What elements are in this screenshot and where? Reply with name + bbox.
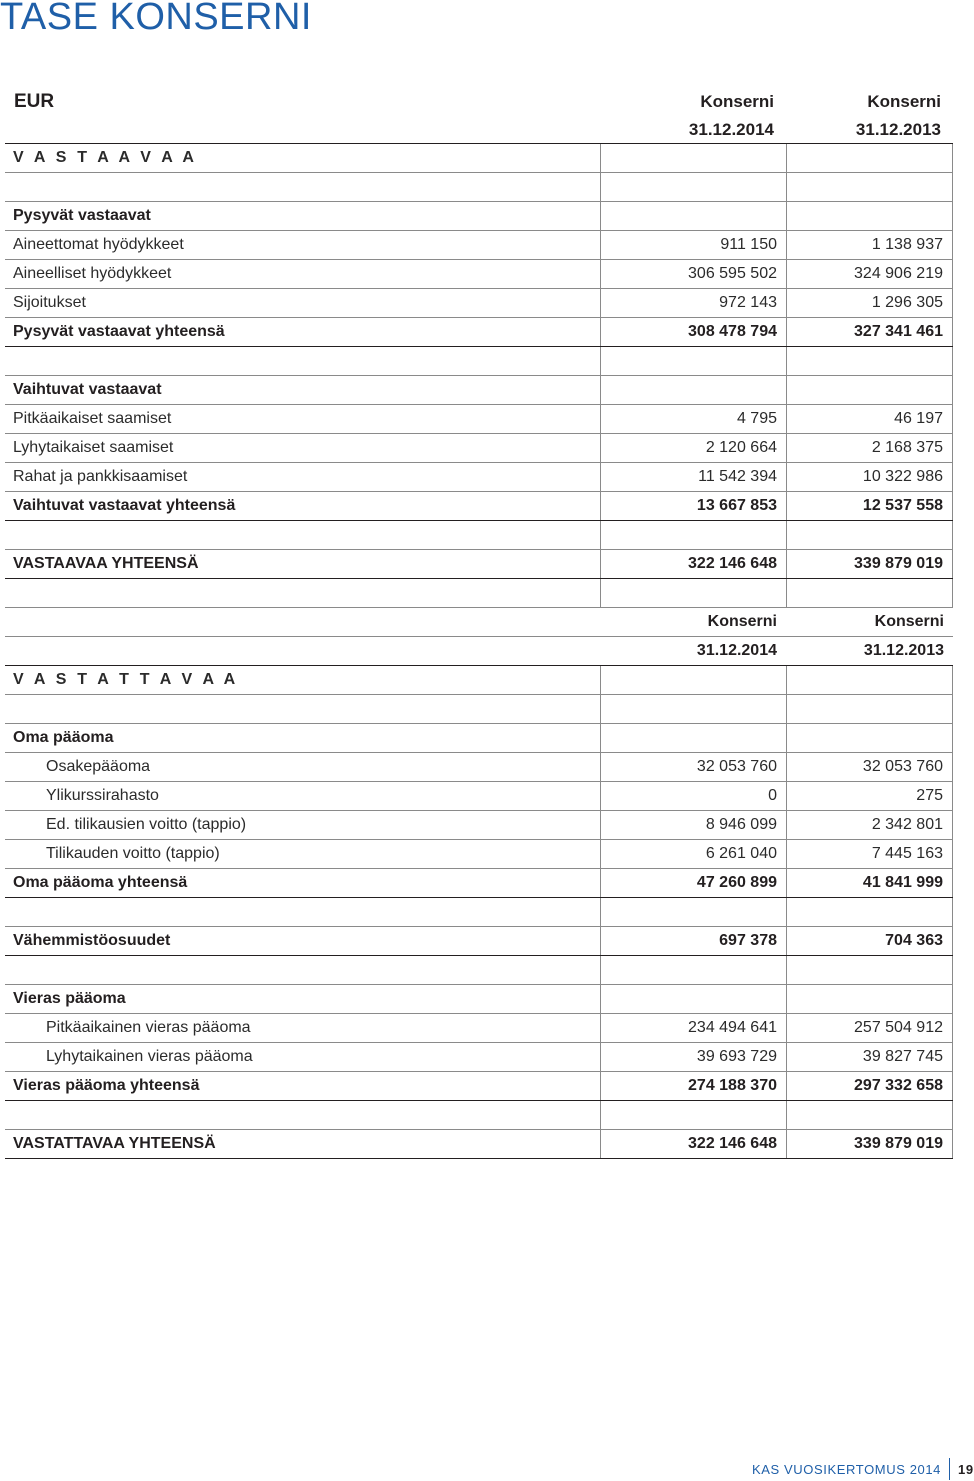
column-header-2014-entity: Konserni (700, 92, 774, 111)
table-row (5, 724, 953, 753)
table-row (5, 956, 953, 985)
row-label: VASTAAVAA YHTEENSÄ (13, 555, 199, 572)
row-label: Vieras pääoma (13, 990, 126, 1007)
value-2013: 41 841 999 (786, 869, 953, 897)
value-2014: 322 146 648 (600, 1130, 786, 1158)
currency-label: EUR (14, 91, 55, 112)
value-2014 (600, 1101, 786, 1129)
table-row (5, 1101, 953, 1130)
table-row (5, 405, 953, 434)
value-2014: 31.12.2014 (696, 642, 777, 659)
value-2014: 308 478 794 (600, 318, 786, 346)
row-label (5, 1101, 600, 1129)
row-label (5, 173, 600, 201)
value-2013 (786, 521, 953, 549)
column-header-2013-entity: Konserni (867, 92, 941, 111)
footer-divider (949, 1458, 950, 1480)
row-label: Lyhytaikaiset saamiset (13, 439, 174, 456)
value-2014: 6 261 040 (600, 840, 786, 868)
value-2014: 47 260 899 (600, 869, 786, 897)
table-row (5, 1072, 953, 1101)
row-label: Pysyvät vastaavat (13, 207, 151, 224)
value-2014: 32 053 760 (600, 753, 786, 781)
row-label: Pitkäaikainen vieras pääoma (46, 1019, 251, 1036)
value-2013: 31.12.2013 (863, 642, 944, 659)
value-2014 (600, 347, 786, 375)
value-2013: 10 322 986 (786, 463, 953, 491)
table-row (5, 463, 953, 492)
page-title: TASE KONSERNI (0, 0, 312, 38)
row-label (5, 637, 600, 665)
table-row (5, 434, 953, 463)
table-row (5, 840, 953, 869)
row-label: Sijoitukset (13, 294, 86, 311)
value-2014 (600, 898, 786, 926)
value-2013 (786, 579, 953, 607)
value-2013: 704 363 (786, 927, 953, 955)
page-number: 19 (958, 1461, 974, 1477)
row-label: Vaihtuvat vastaavat (13, 381, 162, 398)
value-2014: 13 667 853 (600, 492, 786, 520)
value-2014 (600, 376, 786, 404)
table-row (5, 811, 953, 840)
table-row (5, 637, 953, 666)
value-2013: 2 168 375 (786, 434, 953, 462)
value-2013: 339 879 019 (786, 550, 953, 578)
row-label (5, 956, 600, 984)
value-2013 (786, 898, 953, 926)
row-label: Ylikurssirahasto (46, 787, 159, 804)
table-row (5, 666, 953, 695)
row-label: Tilikauden voitto (tappio) (46, 845, 220, 862)
balance-sheet-table (5, 143, 953, 1159)
value-2013: 2 342 801 (786, 811, 953, 839)
value-2014: 306 595 502 (600, 260, 786, 288)
value-2014 (600, 695, 786, 723)
value-2013: 12 537 558 (786, 492, 953, 520)
value-2014: 4 795 (600, 405, 786, 433)
page-footer (752, 1458, 974, 1480)
table-row (5, 782, 953, 811)
value-2013: 1 296 305 (786, 289, 953, 317)
value-2014: 322 146 648 (600, 550, 786, 578)
value-2013: 257 504 912 (786, 1014, 953, 1042)
value-2014: 697 378 (600, 927, 786, 955)
value-2013 (786, 202, 953, 230)
row-label (5, 347, 600, 375)
table-row (5, 985, 953, 1014)
value-2014 (600, 144, 786, 172)
value-2014: 8 946 099 (600, 811, 786, 839)
value-2013: Konserni (874, 613, 944, 630)
value-2014 (600, 579, 786, 607)
row-label (5, 898, 600, 926)
value-2013: 324 906 219 (786, 260, 953, 288)
table-row (5, 289, 953, 318)
value-2014: 274 188 370 (600, 1072, 786, 1100)
value-2013 (786, 144, 953, 172)
column-header-2013-date: 31.12.2013 (855, 120, 941, 139)
table-row (5, 753, 953, 782)
value-2013 (786, 1101, 953, 1129)
table-row (5, 898, 953, 927)
table-row (5, 144, 953, 173)
value-2013 (786, 173, 953, 201)
table-row (5, 376, 953, 405)
value-2014: 972 143 (600, 289, 786, 317)
value-2014 (600, 724, 786, 752)
value-2013 (786, 695, 953, 723)
table-row (5, 608, 953, 637)
row-label: V A S T A A V A A (13, 149, 198, 166)
value-2014 (600, 666, 786, 694)
row-label: Oma pääoma yhteensä (13, 874, 188, 891)
table-row (5, 550, 953, 579)
row-label: Aineelliset hyödykkeet (13, 265, 172, 282)
table-row (5, 1043, 953, 1072)
value-2013: 297 332 658 (786, 1072, 953, 1100)
row-label: V A S T A T T A V A A (13, 671, 239, 688)
value-2013: 275 (786, 782, 953, 810)
value-2013: 327 341 461 (786, 318, 953, 346)
row-label (5, 521, 600, 549)
row-label: Pysyvät vastaavat yhteensä (13, 323, 225, 340)
table-row (5, 1130, 953, 1159)
value-2013: 46 197 (786, 405, 953, 433)
table-row (5, 492, 953, 521)
value-2014: 234 494 641 (600, 1014, 786, 1042)
row-label: Rahat ja pankkisaamiset (13, 468, 188, 485)
row-label (5, 579, 600, 607)
table-row (5, 927, 953, 956)
row-label: Ed. tilikausien voitto (tappio) (46, 816, 247, 833)
row-label: Vieras pääoma yhteensä (13, 1077, 200, 1094)
table-row (5, 695, 953, 724)
value-2013: 39 827 745 (786, 1043, 953, 1071)
value-2013 (786, 724, 953, 752)
value-2014: 11 542 394 (600, 463, 786, 491)
table-row (5, 318, 953, 347)
table-row (5, 260, 953, 289)
value-2014: 39 693 729 (600, 1043, 786, 1071)
row-label: Osakepääoma (46, 758, 151, 775)
value-2013: 339 879 019 (786, 1130, 953, 1158)
value-2014 (600, 173, 786, 201)
value-2013 (786, 985, 953, 1013)
value-2013 (786, 347, 953, 375)
table-row (5, 347, 953, 376)
value-2014: 2 120 664 (600, 434, 786, 462)
value-2014 (600, 985, 786, 1013)
row-label (5, 695, 600, 723)
publication-name: KAS VUOSIKERTOMUS 2014 (752, 1461, 942, 1477)
row-label: Lyhytaikainen vieras pääoma (46, 1048, 253, 1065)
table-row (5, 231, 953, 260)
row-label: Oma pääoma (13, 729, 114, 746)
table-row (5, 202, 953, 231)
value-2014: 0 (600, 782, 786, 810)
table-row (5, 579, 953, 608)
table-row (5, 1014, 953, 1043)
value-2014 (600, 956, 786, 984)
value-2013 (786, 666, 953, 694)
value-2013: 7 445 163 (786, 840, 953, 868)
table-row (5, 521, 953, 550)
row-label (5, 608, 600, 636)
table-row (5, 869, 953, 898)
row-label: Vaihtuvat vastaavat yhteensä (13, 497, 236, 514)
value-2013: 1 138 937 (786, 231, 953, 259)
value-2014: Konserni (707, 613, 777, 630)
value-2014: 911 150 (600, 231, 786, 259)
row-label: VASTATTAVAA YHTEENSÄ (13, 1135, 216, 1152)
column-header-2014-date: 31.12.2014 (688, 120, 774, 139)
value-2013: 32 053 760 (786, 753, 953, 781)
table-row (5, 173, 953, 202)
row-label: Pitkäaikaiset saamiset (13, 410, 172, 427)
row-label: Vähemmistöosuudet (13, 932, 171, 949)
value-2013 (786, 956, 953, 984)
value-2014 (600, 521, 786, 549)
value-2014 (600, 202, 786, 230)
row-label: Aineettomat hyödykkeet (13, 236, 184, 253)
value-2013 (786, 376, 953, 404)
